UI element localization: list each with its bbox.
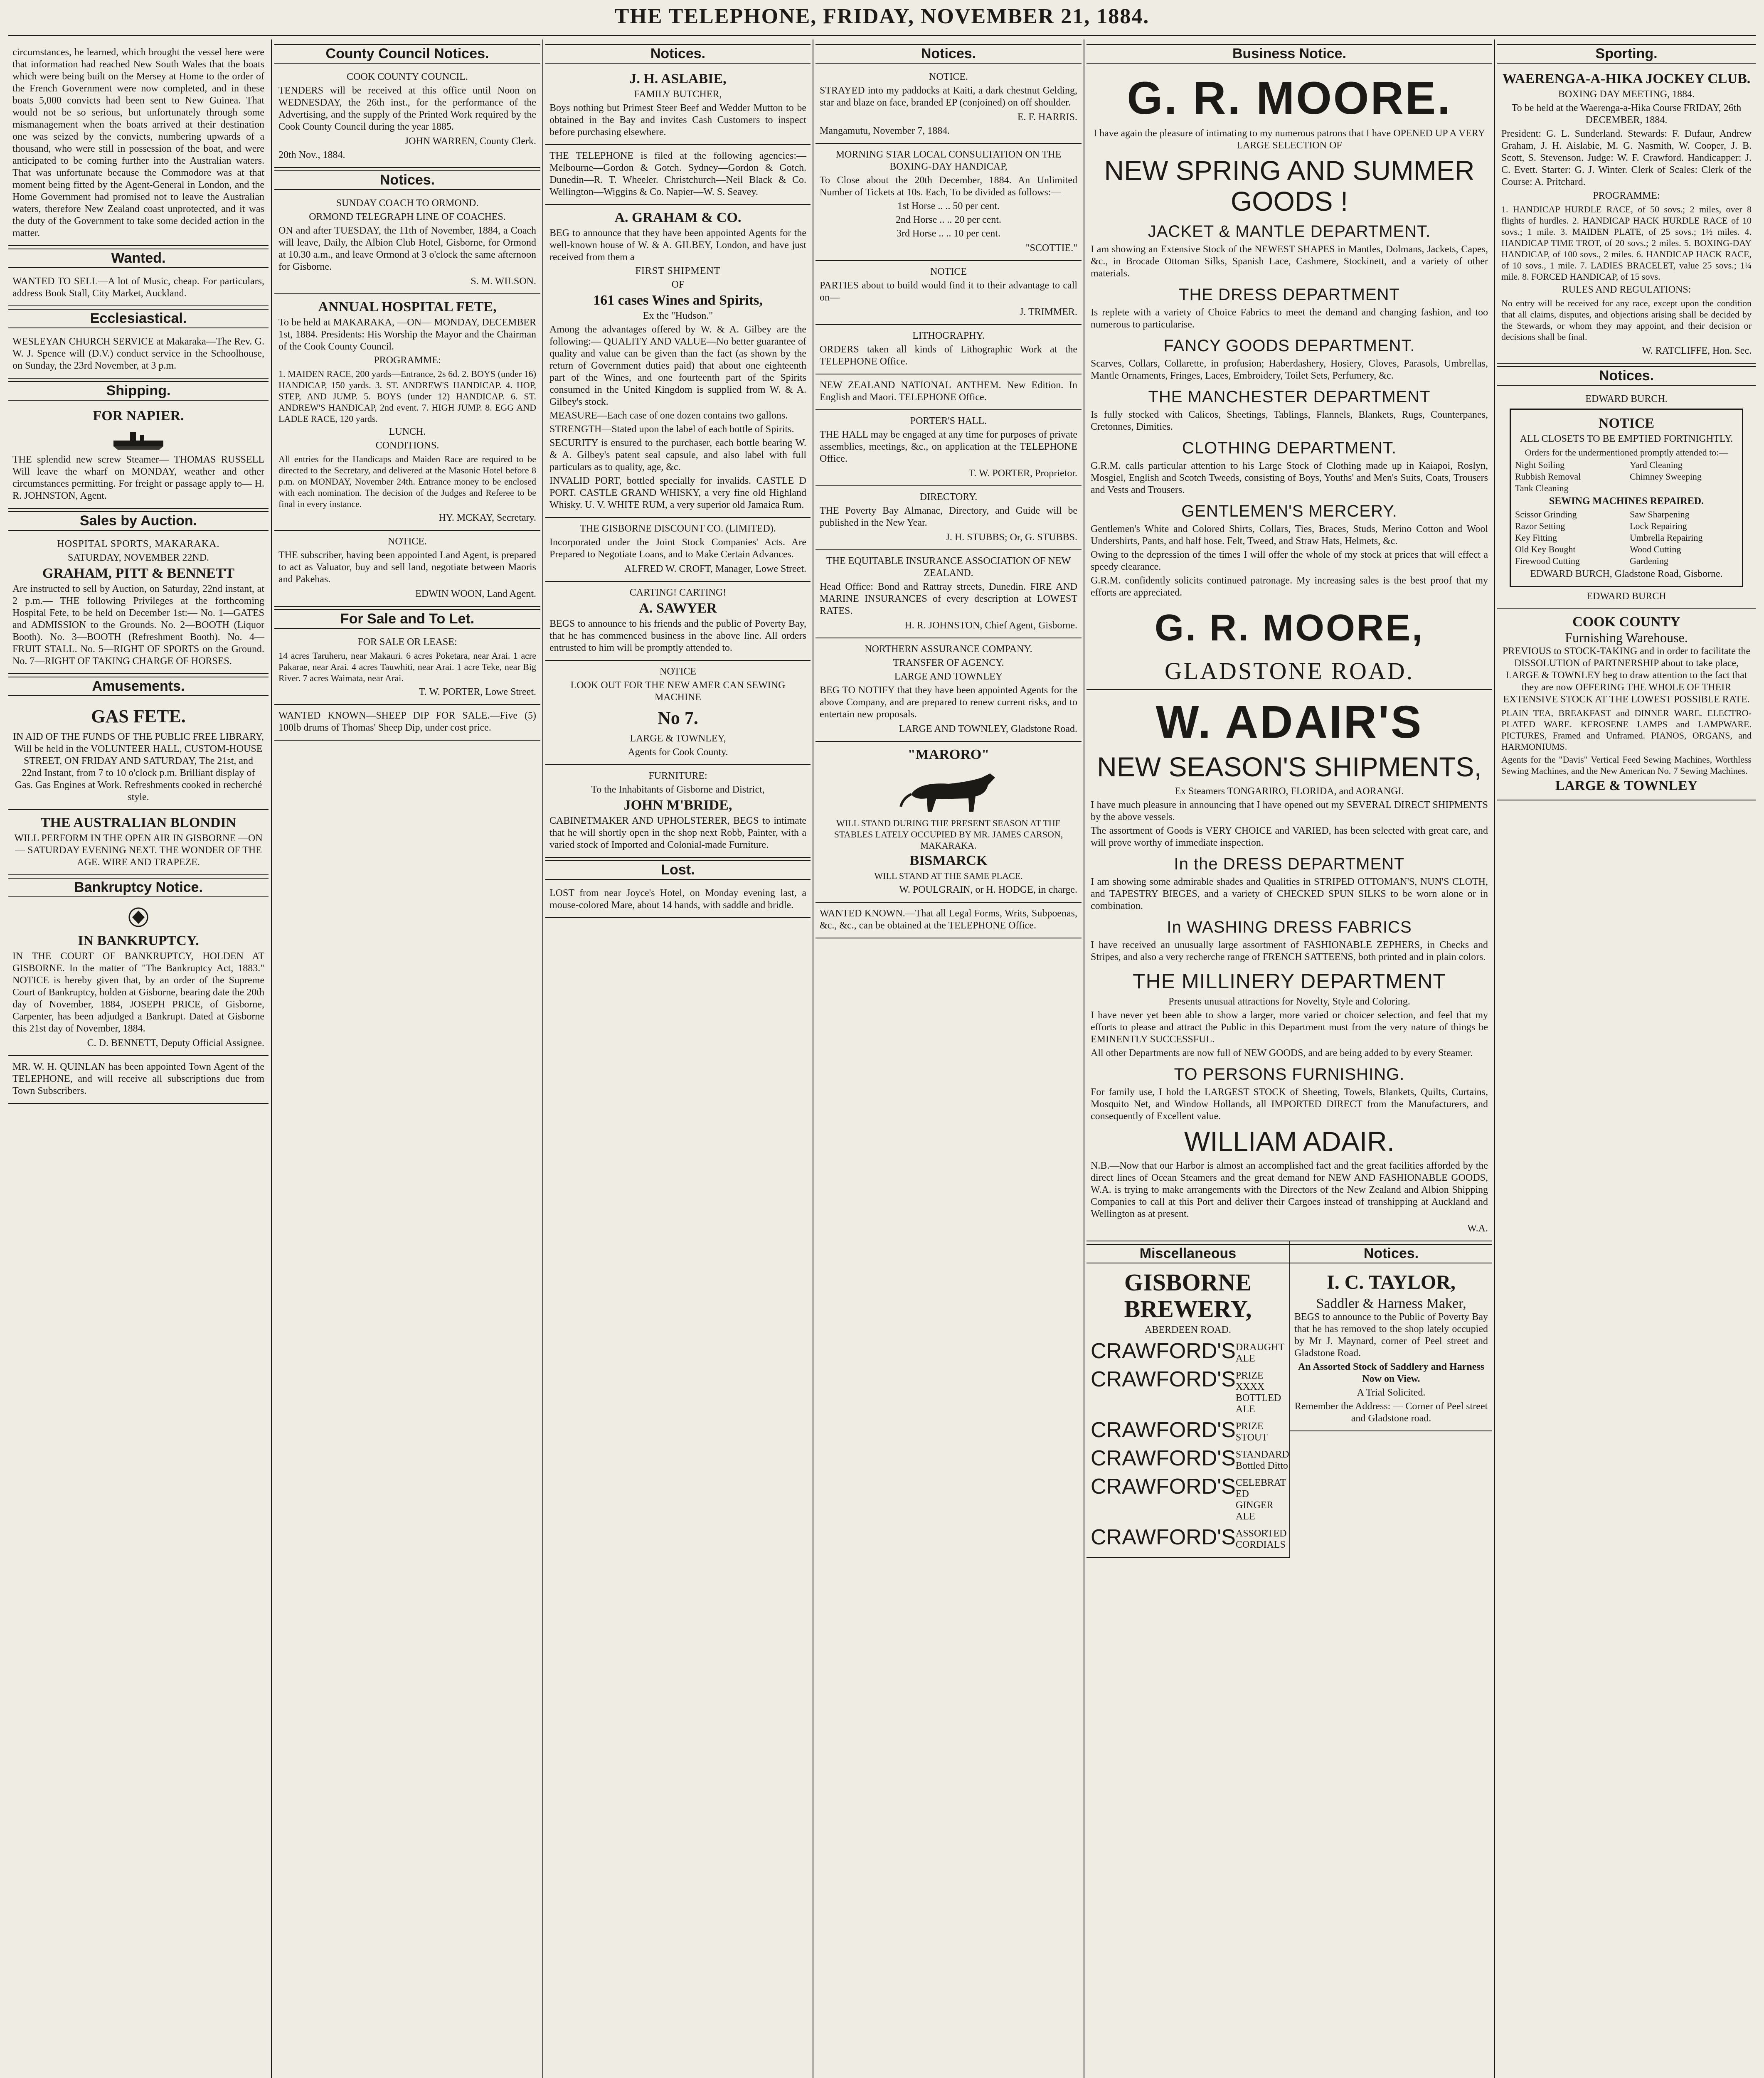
ad-text: Scarves, Collars, Collarette, in profusion; Haberdashery, Hosiery, Gloves, Parasols, Umbrellas, Mantle Ornaments, Fringes, Laces, Embroidery, Toilet Sets, Perfumery, &c. <box>1091 358 1488 381</box>
ad-title: NOTICE <box>930 266 967 277</box>
ad-signature: W.A. <box>1467 1223 1488 1234</box>
ad-text: ON and after TUESDAY, the 11th of November, 1884, a Coach will leave, Daily, the Albion Club Hotel, Gisborne, for Ormond at 10.30 a.m., and leave Ormond at 3 o'clock the same afternoon for Gisborne. <box>278 225 536 272</box>
service-item: Lock Repairing <box>1630 521 1687 531</box>
ad-signature: LARGE & TOWNLEY <box>1555 778 1698 793</box>
ad-text: I have much pleasure in announcing that I have opened out my SEVERAL DIRECT SHIPMENTS by the above vessels. <box>1091 800 1488 822</box>
service-item: Gardening <box>1630 556 1668 566</box>
product-row <box>1091 1525 1285 1551</box>
column-2 <box>274 42 540 2078</box>
service-item: Tank Cleaning <box>1515 483 1569 493</box>
ad-text: Boys nothing but Primest Steer Beef and Wedder Mutton to be obtained in the Bay and invites Cash Customers to inspect before purchasing elsewhere. <box>549 103 806 138</box>
service-item: Night Soiling <box>1515 460 1565 470</box>
column-3 <box>545 42 811 2078</box>
ad-text: MEASURE—Each case of one dozen contains two gallons. <box>549 410 788 421</box>
ad-text: SECURITY is ensured to the purchaser, each bottle bearing W. & A. Gilbey's patent seal capsule, and also label with full particulars as to quality, age, &c. <box>549 438 806 473</box>
ad-firm: GRAHAM, PITT & BENNETT <box>42 566 235 581</box>
article-text: circumstances, he learned, which brought the vessel here were that information had reached New South Wales that the boats which were being built on the Mersey at Home to the order of the French Government were now completed, and in these boats 5,000 convicts had been sent to New Guinea. That would not be so serious, but unfortunately through some mismanagement when the boats arrived at their destination one was seized by the convicts, numbering upwards of a thousand, who were still in possession of the boat, and were anticipated to be coming further into the Australian waters. That was unfortunate because the Commodore was at that moment being fitted by the Agent-General in London, and the Home Government had promised not to leave the Australian waters, therefore New Zealand coast unprotected, and it was the duty of the Government to take some decided action in the matter. <box>12 47 264 239</box>
furnishing-warehouse-ad <box>1497 609 1756 800</box>
directory-ad <box>815 486 1082 550</box>
dept-heading: In the DRESS DEPARTMENT <box>1174 855 1405 873</box>
ad-text: For family use, I hold the LARGEST STOCK of Sheeting, Towels, Blankets, Quilts, Curtains, Mosquito Net, and Window Hollands, all IMPORTED DIRECT from the Manufacturers, and consequently of Excellent value. <box>1091 1087 1488 1122</box>
ad-title: IN BANKRUPTCY. <box>78 933 199 948</box>
ad-title: NOTICE. <box>929 71 968 82</box>
sheep-dip-ad <box>274 705 540 741</box>
ad-address: Remember the Address: — Corner of Peel street and Gladstone road. <box>1294 1401 1488 1424</box>
service-item: Umbrella Repairing <box>1630 532 1703 543</box>
ad-text: BEGS to announce to the Public of Poverty Bay that he has removed to the shop lately occupied by Mr J. Maynard, corner of Peel street and Gladstone Road. <box>1294 1312 1488 1359</box>
ad-signature: J. H. STUBBS; Or, G. STUBBS. <box>946 532 1077 543</box>
programme-text: 1. HANDICAP HURDLE RACE, of 50 sovs.; 2 miles, over 8 flights of hurdles. 2. HANDICAP HACK HURDLE RACE of 10 sovs.; 1 mile. 3. MAIDEN PLATE, of 25 sovs.; 1½ miles. 4. HANDICAP TIME TROT, of 20 sovs.; 2 miles. 5. BOXING-DAY HANDICAP, of 100 sovs., 2 miles. 6. HANDICAP HACK RACE, of 10 sovs., 1 mile. 7. LADIES BRACELET, value 25 sovs.; 1¼ mile. 8. FORCED HANDICAP, of 15 sovs. <box>1501 204 1752 282</box>
crest-icon <box>12 906 264 931</box>
ad-signature: S. M. WILSON. <box>471 276 536 287</box>
ad-text: Head Office: Bond and Rattray streets, Dunedin. FIRE AND MARINE INSURANCES of every description at LOWEST RATES. <box>820 581 1077 616</box>
rules-heading: RULES AND REGULATIONS: <box>1562 284 1691 295</box>
ad-text: G.R.M. confidently solicits continued patronage. My increasing sales is the best proof that my efforts are appreciated. <box>1091 575 1488 598</box>
section-heading: Ecclesiastical. <box>8 309 269 328</box>
dept-heading: JACKET & MANTLE DEPARTMENT. <box>1148 222 1431 241</box>
conditions-heading: CONDITIONS. <box>375 440 439 451</box>
ad-firm: A. SAWYER <box>639 601 717 616</box>
column-5 <box>1086 42 1492 2078</box>
service-item: Old Key Bought <box>1515 544 1576 554</box>
ad-title: PORTER'S HALL. <box>910 416 987 426</box>
product-desc: ASSORTED CORDIALS <box>1235 1528 1287 1550</box>
ad-text: BEG TO NOTIFY that they have been appointed Agents for the above Company, and are prepared to renew current risks, and to entertain new proposals. <box>820 685 1077 720</box>
product-row <box>1091 1367 1285 1415</box>
ad-signature: W. POULGRAIN, or H. HODGE, in charge. <box>899 884 1077 895</box>
section-heading: Notices. <box>815 44 1082 64</box>
assurance-ad <box>815 638 1082 742</box>
ad-title: THE EQUITABLE INSURANCE ASSOCIATION OF NEW ZEALAND. <box>826 556 1071 579</box>
ad-subtitle: FIRST SHIPMENT <box>635 266 721 276</box>
ad-banner: NEW SPRING AND SUMMER GOODS ! <box>1104 155 1475 217</box>
ad-title: G. R. MOORE. <box>1127 73 1452 124</box>
jockey-club-ad <box>1497 66 1756 364</box>
ad-text: Incorporated under the Joint Stock Companies' Acts. Are Prepared to Negotiate Loans, and to Make Certain Advances. <box>549 537 806 560</box>
ad-subtitle: FAMILY BUTCHER, <box>634 89 722 100</box>
lost-ad <box>545 882 811 918</box>
brand-name: CRAWFORD'S <box>1091 1418 1236 1442</box>
ad-title: "MARORO" <box>907 747 990 762</box>
ad-text: Is fully stocked with Calicos, Sheetings, Tablings, Flannels, Blankets, Rugs, Counterpanes, Cretonnes, Dimities. <box>1091 409 1488 432</box>
ad-subtitle: To the Inhabitants of Gisborne and District, <box>591 784 765 795</box>
ad-firm: LARGE AND TOWNLEY <box>894 671 1003 682</box>
ad-subtitle: ALL CLOSETS TO BE EMPTIED FORTNIGHTLY. <box>1520 433 1733 444</box>
council-tender-ad <box>274 66 540 168</box>
ad-date: Mangamutu, November 7, 1884. <box>820 126 950 136</box>
ad-title: J. H. ASLABIE, <box>629 71 727 86</box>
ad-highlight: No 7. <box>658 708 698 728</box>
ad-title: WAERENGA-A-HIKA JOCKEY CLUB. <box>1502 71 1751 86</box>
discount-company-ad <box>545 518 811 582</box>
ad-text: To be held at the Waerenga-a-Hika Course FRIDAY, 26th DECEMBER, 1884. <box>1511 103 1742 126</box>
ad-subtitle: Ex Steamers TONGARIRO, FLORIDA, and AORANGI. <box>1175 786 1404 797</box>
ad-signature: W. RATCLIFFE, Hon. Sec. <box>1642 345 1752 356</box>
wanted-ad <box>8 271 269 306</box>
dept-heading: In WASHING DRESS FABRICS <box>1167 918 1412 936</box>
ad-highlight: 161 cases Wines and Spirits, <box>593 293 763 308</box>
dept-heading: TO PERSONS FURNISHING. <box>1174 1065 1405 1083</box>
ad-text: A Trial Solicited. <box>1357 1387 1426 1398</box>
ad-text: WANTED KNOWN—SHEEP DIP FOR SALE.—Five (5) 100lb drums of Thomas' Sheep Dip, under cost price. <box>278 710 536 733</box>
dept-heading: THE MANCHESTER DEPARTMENT <box>1148 388 1431 406</box>
ad-title: CARTING! CARTING! <box>629 587 727 598</box>
ad-title: NOTICE <box>1598 416 1655 431</box>
ad-title: FOR SALE OR LEASE: <box>357 637 457 648</box>
section-heading: Sporting. <box>1497 44 1756 64</box>
ad-title: W. ADAIR'S <box>1155 697 1423 748</box>
ad-text: WILL STAND DURING THE PRESENT SEASON AT THE STABLES LATELY OCCUPIED BY MR. JAMES CARSON, MAKARAKA. <box>834 818 1063 851</box>
ad-date: 20th Nov., 1884. <box>278 150 345 160</box>
service-list <box>1515 509 1738 566</box>
ad-title: NOTICE. <box>388 536 427 547</box>
rules-text: No entry will be received for any race, except upon the condition that all claims, disputes, and objections arising shall be decided by the Stewards, or whom they may appoint, and their decision or decisions shall be final. <box>1501 298 1752 342</box>
service-item: Yard Cleaning <box>1630 460 1683 470</box>
carting-ad <box>545 582 811 661</box>
ad-text: BEGS to announce to his friends and the public of Poverty Bay, that he has commenced business in the above line. All orders entrusted to him will be promptly attended to. <box>549 618 806 653</box>
lunch-label: LUNCH. <box>389 426 426 437</box>
section-heading: Amusements. <box>8 677 269 696</box>
brand-name: CRAWFORD'S <box>1091 1339 1236 1363</box>
column-1 <box>8 42 269 2078</box>
section-heading: Notices. <box>1497 366 1756 386</box>
ad-subtitle: SEWING MACHINES REPAIRED. <box>1549 496 1704 507</box>
ad-title: FURNITURE: <box>648 771 707 781</box>
ad-firm: LARGE & TOWNLEY, <box>630 733 726 744</box>
auction-ad <box>8 533 269 674</box>
product-desc: DRAUGHT ALE <box>1235 1342 1284 1364</box>
prize-line: 2nd Horse .. .. 20 per cent. <box>896 214 1001 225</box>
ad-text: WANTED TO SELL—A lot of Music, cheap. For particulars, address Book Stall, City Market, Auckland. <box>12 276 264 299</box>
ad-text: THE subscriber, having been appointed Land Agent, is prepared to act as Valuator, buy and sell land, negotiate between Maoris and Pakehas. <box>278 550 536 585</box>
ad-subtitle: Ex the "Hudson." <box>643 310 713 321</box>
ad-date: SATURDAY, NOVEMBER 22ND. <box>67 552 209 563</box>
news-article <box>8 42 269 246</box>
service-item: Firewood Cutting <box>1515 556 1580 566</box>
ad-text: I am showing some admirable shades and Qualities in STRIPED OTTOMAN'S, NUN'S CLOTH, and TAPESTRY BIEGES, and a variety of CHECKED SPUN SILKS to be worn alone or in combination. <box>1091 877 1488 911</box>
hospital-fete-ad <box>274 294 540 531</box>
product-row <box>1091 1446 1289 1472</box>
column-4 <box>815 42 1082 2078</box>
ad-title: DIRECTORY. <box>919 492 978 502</box>
adair-ad <box>1086 690 1492 1241</box>
dept-heading: FANCY GOODS DEPARTMENT. <box>1163 337 1415 355</box>
ad-banner: NEW SEASON'S SHIPMENTS, <box>1097 751 1482 782</box>
lithography-ad <box>815 325 1082 374</box>
ad-subtitle: Presents unusual attractions for Novelty, Style and Coloring. <box>1168 996 1410 1007</box>
ad-firm: EDWARD BURCH. <box>1585 394 1668 404</box>
ad-text: LOOK OUT FOR THE NEW AMER CAN SEWING MACHINE <box>570 680 786 703</box>
land-agent-ad <box>274 531 540 607</box>
ad-text: THE splendid new screw Steamer— THOMAS RUSSELL Will leave the wharf on MONDAY, weather and other circumstances permitting. For freight or passage apply to— H. R. JOHNSTON, Agent. <box>12 454 264 501</box>
ad-subtitle: Furnishing Warehouse. <box>1565 630 1688 645</box>
ad-text: STRAYED into my paddocks at Kaiti, a dark chestnut Gelding, star and blaze on face, branded EP (conjoined) on off shoulder. <box>820 85 1077 108</box>
strayed-ad <box>815 66 1082 144</box>
ad-text: I am showing an Extensive Stock of the NEWEST SHAPES in Mantles, Dolmans, Jackets, Capes, &c., in Brocade Ottoman Silks, Spanish Lace, Cashmere, Stockinett, and a variety of other materials. <box>1091 244 1488 279</box>
ad-signature: WILLIAM ADAIR. <box>1184 1126 1395 1157</box>
ad-text: LOST from near Joyce's Hotel, on Monday evening last, a mouse-colored Mare, about 14 hands, with saddle and bridle. <box>549 888 806 911</box>
blondin-ad <box>8 810 269 875</box>
ad-signature: JOHN WARREN, County Clerk. <box>404 136 536 147</box>
product-desc: CELEBRAT ED GINGER ALE <box>1235 1477 1286 1522</box>
ad-text: 14 acres Taruheru, near Makauri. 6 acres Poketara, near Arai. 1 acre Pakarae, near Arai. 4 acres Tauwhiti, near Arai. 1 acre Teke, near Big River. 7 acres Waimata, near Arai. <box>278 650 536 683</box>
section-heading: Wanted. <box>8 249 269 268</box>
builder-ad <box>815 261 1082 325</box>
anthem-ad <box>815 374 1082 410</box>
ad-signature: T. W. PORTER, Lowe Street. <box>419 687 536 697</box>
ad-signature: T. W. PORTER, Proprietor. <box>968 468 1077 479</box>
ad-text: I have received an unusually large assortment of FASHIONABLE ZEPHERS, in Checks and Stripes, and also a very recherche range of FRENCH SATTEENS, both printed and in plain colors. <box>1091 940 1488 963</box>
ad-text: Orders for the undermentioned promptly attended to:— <box>1525 447 1728 458</box>
ad-text: THE TELEPHONE is filed at the following agencies:— Melbourne—Gordon & Gotch. Sydney—Gordon & Gotch. Dunedin—R. T. Wheeler. Christchurch—Neil Black & Co. Wellington—Wiggins & Co. Napier—W. S. Seavey. <box>549 150 806 197</box>
product-desc: STANDARD Bottled Ditto <box>1235 1449 1289 1471</box>
brand-name: CRAWFORD'S <box>1091 1367 1236 1391</box>
bankruptcy-ad <box>8 900 269 1056</box>
agent-notice <box>8 1056 269 1104</box>
ad-title: THE AUSTRALIAN BLONDIN <box>40 815 237 830</box>
section-heading: Sales by Auction. <box>8 511 269 531</box>
ad-signature: EDWARD BURCH, Gladstone Road, Gisborne. <box>1530 569 1723 579</box>
ad-signature: ALFRED W. CROFT, Manager, Lowe Street. <box>624 564 806 574</box>
ad-subtitle: BOXING DAY MEETING, 1884. <box>1558 89 1695 100</box>
ad-text: THE HALL may be engaged at any time for purposes of private assemblies, meetings, &c., on application at the TELEPHONE Office. <box>820 429 1077 464</box>
ad-text: Are instructed to sell by Auction, on Saturday, 22nd instant, at 2 p.m.— THE following Privileges at the forthcoming Hospital Fete, to be held on December 1st:— No. 1—GATES and ADMISSION to the Grounds. No. 2—BOOTH (Liquor Booth). No. 3—BOOTH (Refreshment Booth). No. 4—FRUIT STALL. No. 5—RIGHT OF SPORTS on the Ground. No. 7—RIGHT OF TAKING CHARGE OF HORSES. <box>12 584 264 667</box>
dept-heading: CLOTHING DEPARTMENT. <box>1182 439 1397 457</box>
ad-text: All other Departments are now full of NEW GOODS, and are being added to by every Steamer. <box>1091 1048 1473 1059</box>
ad-text: I have again the pleasure of intimating to my numerous patrons that I have OPENED UP A VERY LARGE SELECTION OF <box>1094 128 1485 151</box>
burch-ad <box>1497 388 1756 609</box>
ad-title: A. GRAHAM & CO. <box>614 210 742 225</box>
section-heading: Notices. <box>274 170 540 190</box>
ad-text: STRENGTH—Stated upon the label of each bottle of Spirits. <box>549 424 794 435</box>
ad-title: THE GISBORNE DISCOUNT CO. (LIMITED). <box>580 523 776 534</box>
ad-text: G.R.M. calls particular attention to his Large Stock of Clothing made up in Kaiapoi, Roslyn, Mosgiel, English and Scotch Tweeds, consisting of Boys, Youths' and Men's Suits, Coats, Trousers and Vests and Trousers. <box>1091 460 1488 495</box>
ad-subtitle: ORMOND TELEGRAPH LINE OF COACHES. <box>309 212 506 222</box>
ad-text: ORDERS taken all kinds of Lithographic Work at the TELEPHONE Office. <box>820 344 1077 367</box>
ad-signature: LARGE AND TOWNLEY, Gladstone Road. <box>899 724 1077 734</box>
ad-subtitle: OF <box>671 279 685 290</box>
prize-line: 1st Horse .. .. 50 per cent. <box>897 201 1000 212</box>
service-item: Rubbish Removal <box>1515 471 1581 482</box>
ad-title: I. C. TAYLOR, <box>1327 1271 1456 1293</box>
moore-ad <box>1086 66 1492 690</box>
service-item: Saw Sharpening <box>1630 509 1690 520</box>
ad-text: WANTED KNOWN.—That all Legal Forms, Writs, Subpoenas, &c., &c., can be obtained at the TELEPHONE Office. <box>820 908 1077 931</box>
ad-signature: E. F. HARRIS. <box>1017 112 1077 123</box>
ad-text: IN AID OF THE FUNDS OF THE PUBLIC FREE LIBRARY, Will be held in the VOLUNTEER HALL, CUSTOM-HOUSE STREET, ON FRIDAY AND SATURDAY, The 21st, and 22nd Instant, from 7 to 10 o'clock p.m. Brilliant display of Gas. Gas Engines at Work. Refreshments cooked in recherché style. <box>12 731 264 803</box>
ad-signature: C. D. BENNETT, Deputy Official Assignee. <box>87 1038 264 1049</box>
ad-signature: EDWIN WOON, Land Agent. <box>415 588 536 599</box>
saddler-block <box>1290 1241 1492 1558</box>
stallion-ad <box>815 742 1082 903</box>
ad-text: Is replete with a variety of Choice Fabrics to meet the demand and changing fashion, and too numerous to particularise. <box>1091 307 1488 330</box>
ad-text: Among the advantages offered by W. & A. Gilbey are the following:— QUALITY AND VALUE—No better guarantee of quality and value can be given than the fact (as shown by the return of Government duties paid) that about one eighteenth part of the Wines, and one fourteenth part of the Spirits consumed in the United Kingdom is supplied from W. & A. Gilbey's stock. <box>549 324 806 407</box>
brand-name: CRAWFORD'S <box>1091 1525 1236 1549</box>
section-heading: Business Notice. <box>1086 44 1492 64</box>
ad-firm: EDWARD BURCH <box>1587 591 1666 602</box>
service-item: Wood Cutting <box>1630 544 1681 554</box>
ad-title: COOK COUNTY COUNCIL. <box>347 71 468 82</box>
ad-text: President: G. L. Sunderland. Stewards: F. Dufaur, Andrew Graham, J. H. Aislabie, M. G. Nasmith, W. Cooper, J. B. Scott, S. Stevenson. Judge: W. F. Crawford. Handicapper: J. C. Evett. Starter: G. J. Winter. Clerk of Scales: Clerk of the Course: A. Pritchard. <box>1501 128 1752 187</box>
sewing-machine-ad <box>545 661 811 765</box>
programme-text: 1. MAIDEN RACE, 200 yards—Entrance, 2s 6d. 2. BOYS (under 16) HANDICAP, 150 yards. 3. ST. ANDREW'S HANDICAP. 4. HOP, STEP, AND JUMP. 5. BOYS (under 12) HANDICAP. 6. ST. ANDREW'S HANDICAP, 2nd event. 7. HIGH JUMP. 8. EGG AND LADLE RACE, 120 yards. <box>278 369 536 424</box>
coach-ad <box>274 192 540 294</box>
ad-firm: JOHN M'BRIDE, <box>623 798 732 813</box>
ad-signature: H. R. JOHNSTON, Chief Agent, Gisborne. <box>904 620 1077 631</box>
furniture-ad <box>545 765 811 858</box>
masthead-rule <box>8 35 1756 36</box>
ad-text: CABINETMAKER AND UPHOLSTERER, BEGS to intimate that he will shortly open in the shop next Robb, Painter, with a varied stock of Imported and Colonial-made Furniture. <box>549 815 806 850</box>
product-desc: PRIZE STOUT <box>1235 1421 1268 1443</box>
ad-text: The assortment of Goods is VERY CHOICE and VARIED, has been selected with great care, and will prove worthy of immediate inspection. <box>1091 825 1488 848</box>
dept-heading: THE DRESS DEPARTMENT <box>1179 286 1400 304</box>
for-sale-ad <box>274 631 540 705</box>
ad-subtitle: Saddler & Harness Maker, <box>1316 1296 1466 1311</box>
section-heading: Shipping. <box>8 381 269 401</box>
ad-text: MR. W. H. QUINLAN has been appointed Town Agent of the TELEPHONE, and will receive all subscriptions due from Town Subscribers. <box>12 1061 264 1096</box>
section-heading: Notices. <box>545 44 811 64</box>
bottom-ads-row <box>1086 1241 1492 1558</box>
ad-title: HOSPITAL SPORTS, MAKARAKA. <box>57 539 220 549</box>
service-item: Scissor Grinding <box>1515 509 1577 520</box>
ad-text: BEG to announce that they have been appointed Agents for the well-known house of W. & A. GILBEY, London, and have just received from them a <box>549 228 806 263</box>
ad-signature: J. TRIMMER. <box>1020 307 1077 318</box>
shipping-ad <box>8 403 269 509</box>
brewery-ad <box>1086 1266 1289 1558</box>
section-heading: Notices. <box>1290 1244 1492 1263</box>
ad-signature: HY. MCKAY, Secretary. <box>439 512 536 523</box>
ad-text: To Close about the 20th December, 1884. An Unlimited Number of Tickets at 10s. Each, To be divided as follows:— <box>820 175 1077 198</box>
agencies-ad <box>545 145 811 205</box>
prize-line: 3rd Horse .. .. 10 per cent. <box>897 228 1000 239</box>
ad-text: NEW ZEALAND NATIONAL ANTHEM. New Edition. In English and Maori. TELEPHONE Office. <box>820 380 1077 403</box>
dept-heading: GENTLEMEN'S MERCERY. <box>1181 502 1397 520</box>
programme-heading: PROGRAMME: <box>374 355 441 366</box>
ad-subtitle: Agents for Cook County. <box>628 747 728 758</box>
ad-text: Gentlemen's White and Colored Shirts, Collars, Ties, Braces, Studs, Merino Cotton and Wool Undershirts, Pants, and half hose. Felt, Tweed, and Straw Hats, Helmets, &c. <box>1091 524 1488 547</box>
column-6 <box>1497 42 1756 2078</box>
service-item: Key Fitting <box>1515 532 1557 543</box>
ad-text: PLAIN TEA, BREAKFAST and DINNER WARE. ELECTRO-PLATED WARE. KEROSENE LAMPS and LAMPWARE. PICTURES, Framed and Unframed. PIANOS, ORGANS, and HARMONIUMS. <box>1501 708 1752 752</box>
ad-subtitle: TRANSFER OF AGENCY. <box>893 657 1004 668</box>
programme-heading: PROGRAMME: <box>1593 190 1660 201</box>
dept-heading: THE MILLINERY DEPARTMENT <box>1133 970 1446 993</box>
ad-title: ANNUAL HOSPITAL FETE, <box>318 299 497 315</box>
gas-fete-ad <box>8 699 269 810</box>
section-heading: Lost. <box>545 860 811 880</box>
ad-text: PARTIES about to build would find it to their advantage to call on— <box>820 280 1077 303</box>
steamer-icon <box>12 426 264 451</box>
legal-forms-ad <box>815 903 1082 938</box>
ad-address: ABERDEEN ROAD. <box>1145 1325 1231 1335</box>
service-item: Chimney Sweeping <box>1630 471 1702 482</box>
ad-signature: "SCOTTIE." <box>1025 243 1077 254</box>
product-row <box>1091 1418 1285 1443</box>
service-list <box>1515 460 1738 494</box>
horse-icon <box>820 765 1077 815</box>
graham-wines-ad <box>545 205 811 518</box>
brand-name: CRAWFORD'S <box>1091 1446 1236 1470</box>
ad-title: BISMARCK <box>909 853 988 868</box>
ad-text: Owing to the depression of the times I will offer the whole of my stock at prices that will effect a speedy clearance. <box>1091 549 1488 572</box>
ad-text: PREVIOUS to STOCK-TAKING and in order to facilitate the DISSOLUTION of PARTNERSHIP about to take place, LARGE & TOWNLEY beg to draw attention to the fact that they are now OFFERING THE WHOLE OF THEIR EXTENSIVE STOCK AT THE LOWEST POSSIBLE RATE. <box>1502 646 1751 705</box>
ad-title: GISBORNE BREWERY, <box>1124 1269 1252 1322</box>
column-divider <box>271 39 272 2078</box>
ad-title: NOTICE <box>660 666 696 677</box>
masthead <box>0 0 1764 33</box>
ad-title: GAS FETE. <box>91 706 186 726</box>
ad-text: IN THE COURT OF BANKRUPTCY, HOLDEN AT GISBORNE. In the matter of "The Bankruptcy Act, 1883." NOTICE is hereby given that, by an order of the Supreme Court of Bankruptcy, holden at Gisborne, bearing date the 20th day of November, 1884, JOSEPH PRICE, of Gisborne, Carpenter, has been adjudged a Bankrupt. Dated at Gisborne this 21st day of November, 1884. <box>12 951 264 1034</box>
ad-text: I have never yet been able to show a larger, more varied or choicer selection, and feel that my efforts to please and attract the Public in this Department must from the very nature of things be EMINENTLY SUCCESSFUL. <box>1091 1010 1488 1045</box>
section-heading: Bankruptcy Notice. <box>8 878 269 897</box>
product-row <box>1091 1474 1285 1522</box>
consultation-ad <box>815 144 1082 261</box>
ad-text: Agents for the "Davis" Vertical Feed Sewing Machines, Worthless Sewing Machines, and the New American No. 7 Sewing Machines. <box>1501 754 1752 776</box>
service-item: Razor Setting <box>1515 521 1565 531</box>
section-heading: For Sale and To Let. <box>274 609 540 629</box>
ad-text: THE Poverty Bay Almanac, Directory, and Guide will be published in the New Year. <box>820 505 1077 528</box>
church-ad <box>8 331 269 379</box>
ad-text: An Assorted Stock of Saddlery and Harness Now on View. <box>1298 1362 1485 1384</box>
ad-title: MORNING STAR LOCAL CONSULTATION ON THE BOXING-DAY HANDICAP, <box>835 149 1062 172</box>
ad-title: LITHOGRAPHY. <box>912 330 985 341</box>
column-divider <box>1494 39 1495 2078</box>
product-desc: PRIZE XXXX BOTTLED ALE <box>1235 1370 1281 1415</box>
brand-name: CRAWFORD'S <box>1091 1475 1236 1499</box>
ad-signature: G. R. MOORE, <box>1154 607 1424 649</box>
ad-title: SUNDAY COACH TO ORMOND. <box>336 198 479 209</box>
ad-text: N.B.—Now that our Harbor is almost an accomplished fact and the great facilities afforded by the direct lines of Ocean Steamers and the great demand for NEW AND FASHIONABLE GOODS, W.A. is trying to make arrangements with the Directors of the New Zealand and Albion Shipping Companies to call at this Port and deliver their Cargoes instead of transhipping at Auckland and Wellington as at present. <box>1091 1160 1488 1219</box>
ad-title: FOR NAPIER. <box>93 408 184 423</box>
masthead-title: THE TELEPHONE, FRIDAY, NOVEMBER 21, 1884. <box>614 5 1150 28</box>
porters-hall-ad <box>815 410 1082 486</box>
product-row <box>1091 1339 1285 1364</box>
ad-text: WESLEYAN CHURCH SERVICE at Makaraka—The Rev. G. W. J. Spence will (D.V.) conduct service in the Schoolhouse, on Sunday, the 23rd November, at 3 p.m. <box>12 336 264 371</box>
ad-text: INVALID PORT, bottled specially for invalids. CASTLE D PORT. CASTLE GRAND WHISKY, a very fine old Highland Whisky. U. V. WHITE RUM, a very superior old Jamaica Rum. <box>549 475 806 510</box>
ad-text: WILL STAND AT THE SAME PLACE. <box>874 871 1023 881</box>
ad-title: COOK COUNTY <box>1572 614 1680 630</box>
ad-text: To be held at MAKARAKA, —ON— MONDAY, DECEMBER 1st, 1884. Presidents: His Worship the Mayor and the Chairman of the Cook County Council. <box>278 317 536 352</box>
ad-address: GLADSTONE ROAD. <box>1164 657 1414 684</box>
section-heading: Miscellaneous <box>1086 1244 1289 1263</box>
brewery-block <box>1086 1241 1290 1558</box>
insurance-ad <box>815 550 1082 638</box>
column-divider <box>542 39 543 2078</box>
ad-title: NORTHERN ASSURANCE COMPANY. <box>865 644 1032 655</box>
conditions-text: All entries for the Handicaps and Maiden Race are required to be directed to the Secretary, and delivered at the Masonic Hotel before 8 p.m. on MONDAY, November 24th. Entrance money to be enclosed with each nomination. The decision of the Judges and Referee to be final in every instance. <box>278 454 536 509</box>
ad-text: TENDERS will be received at this office until Noon on WEDNESDAY, the 26th inst., for the performance of the Advertising, and the supply of the Printed Work required by the Cook County Council during the year 1885. <box>278 85 536 132</box>
ad-text: WILL PERFORM IN THE OPEN AIR IN GISBORNE —ON— SATURDAY EVENING NEXT. THE WONDER OF THE AGE. WIRE AND TRAPEZE. <box>14 833 263 868</box>
section-heading: County Council Notices. <box>274 44 540 64</box>
burch-box <box>1510 409 1743 587</box>
saddler-ad <box>1290 1266 1492 1431</box>
butcher-ad <box>545 66 811 145</box>
